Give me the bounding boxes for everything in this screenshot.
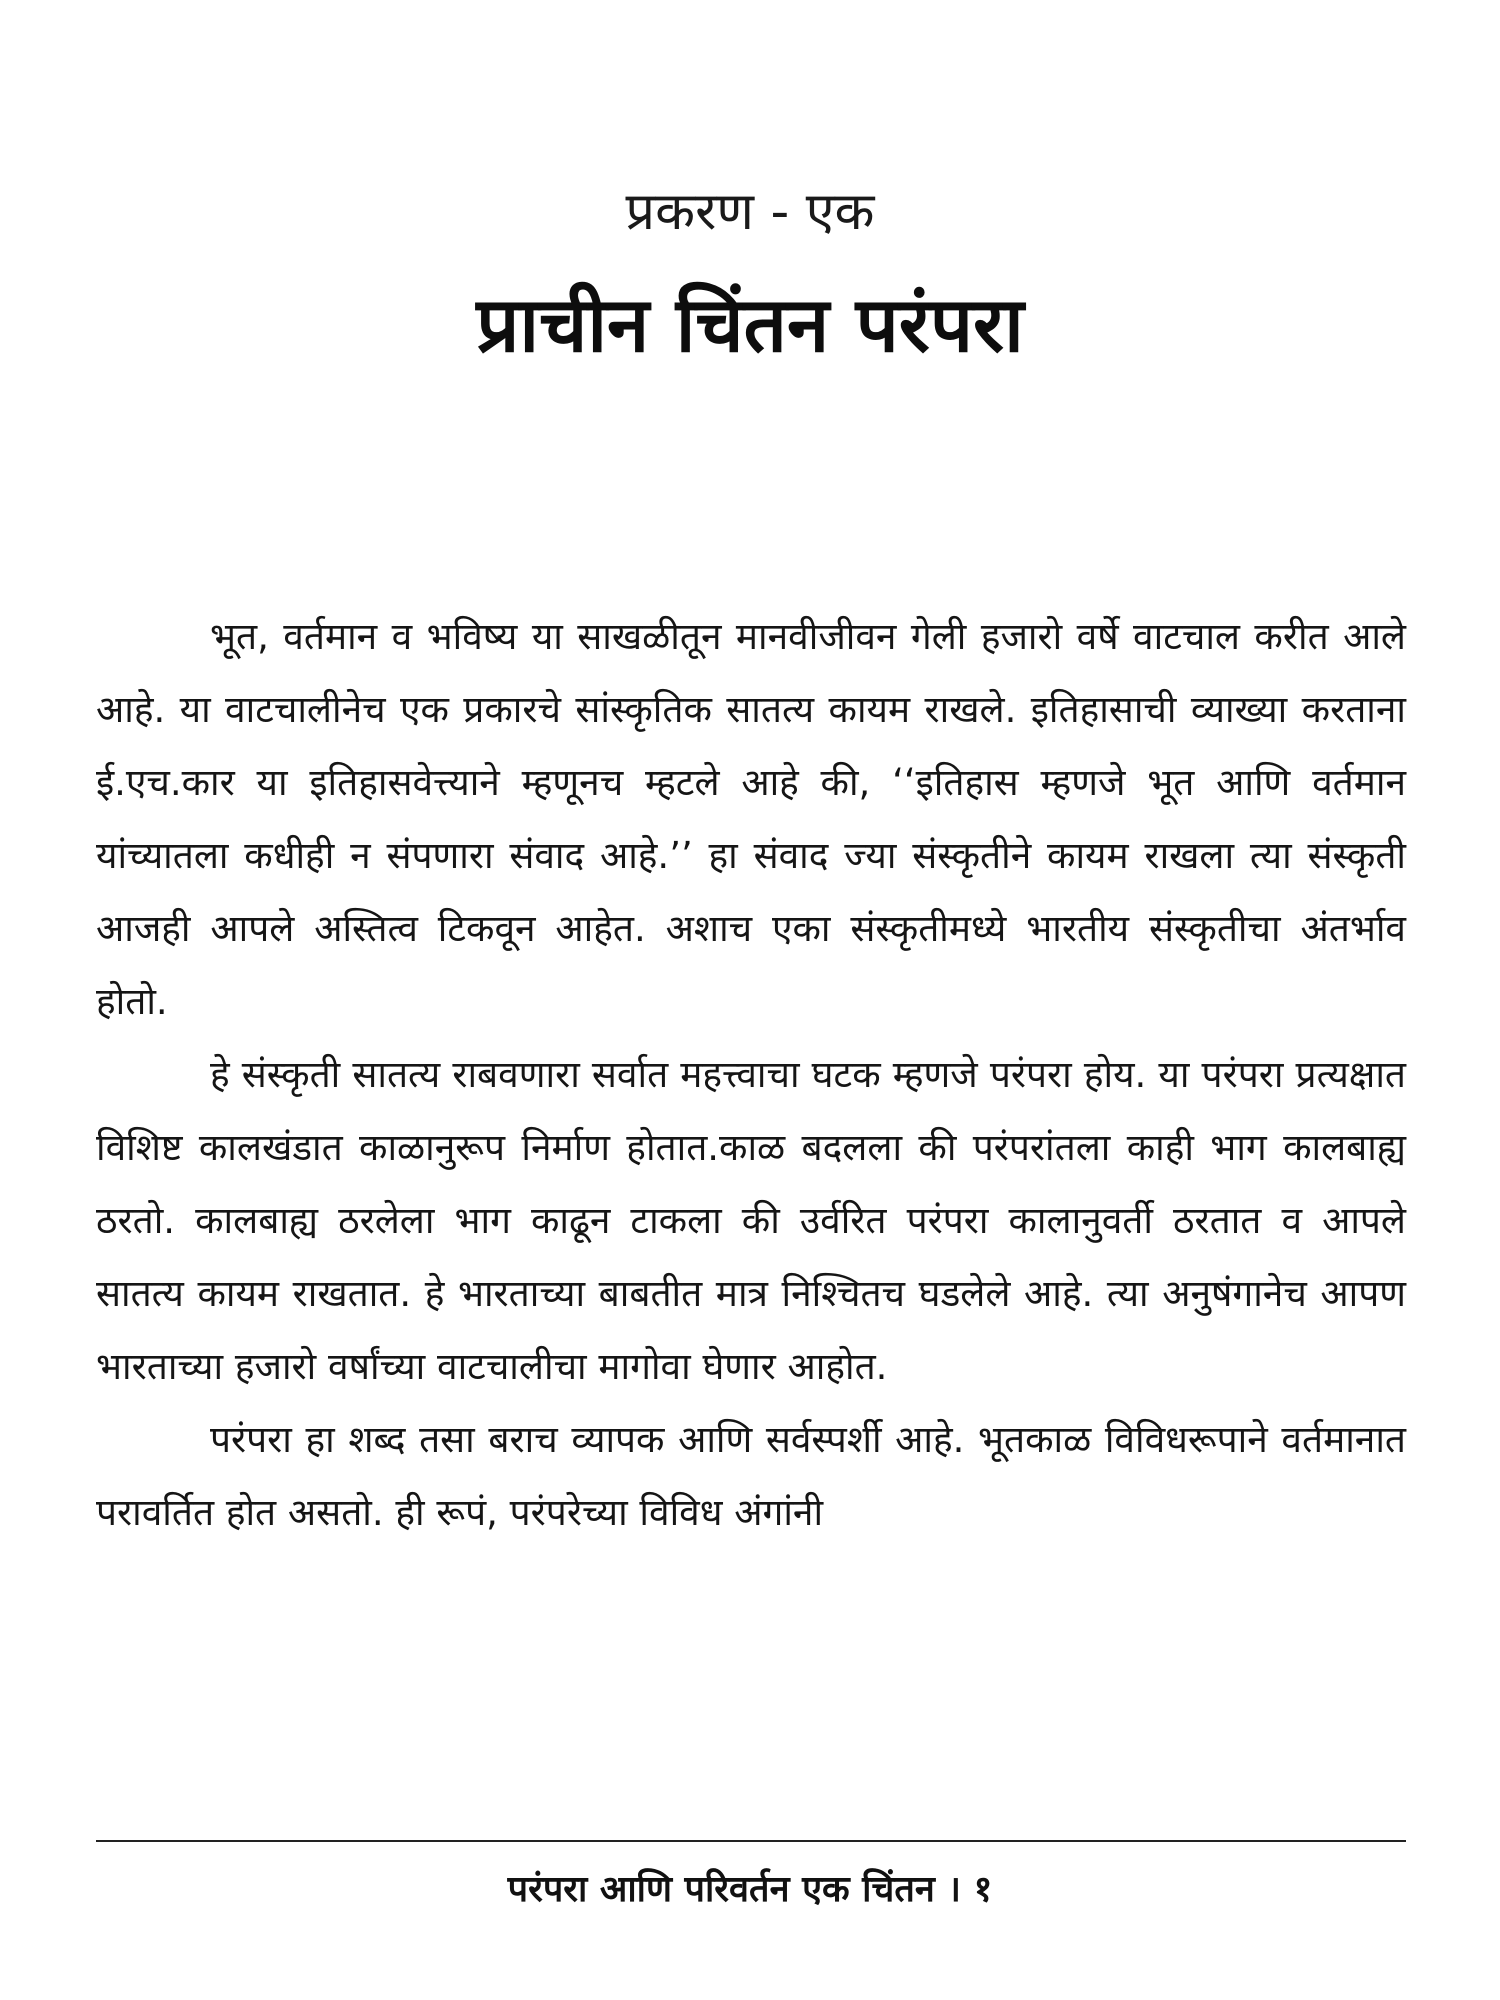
page-footer xyxy=(0,1858,1500,1922)
paragraph-2: हे संस्कृती सातत्य राबवणारा सर्वात महत्त्वाचा घटक म्हणजे परंपरा होय. या परंपरा प्रत्यक्षात विशिष्ट कालखंडात काळानुरूप निर्माण होतात.काळ बदलला की परंपरांतला काही भाग कालबाह्य ठरतो. कालबाह्य ठरलेला भाग काढून टाकला की उर्वरित परंपरा कालानुवर्ती ठरतात व आपले सातत्य कायम राखतात. हे भारताच्या बाबतीत मात्र निश्चितच घडलेले आहे. त्या अनुषंगानेच आपण भारताच्या हजारो वर्षांच्या वाटचालीचा मागोवा घेणार आहोत. xyxy=(96,1053,1406,1388)
page-number: १ xyxy=(973,1869,993,1910)
chapter-label: प्रकरण - एक xyxy=(625,182,875,242)
footer-divider xyxy=(96,1840,1406,1842)
footer-book-title: परंपरा आणि परिवर्तन एक चिंतन xyxy=(507,1869,935,1910)
body-text xyxy=(96,600,1406,1549)
footer-separator: । xyxy=(947,1869,962,1910)
paragraph-3: परंपरा हा शब्द तसा बराच व्यापक आणि सर्वस्पर्शी आहे. भूतकाळ विविधरूपाने वर्तमानात परावर्तित होत असतो. ही रूपं, परंपरेच्या विविध अंगांनी xyxy=(96,1418,1406,1534)
chapter-title: प्राचीन चिंतन परंपरा xyxy=(476,280,1024,369)
paragraph-1: भूत, वर्तमान व भविष्य या साखळीतून मानवीजीवन गेली हजारो वर्षे वाटचाल करीत आले आहे. या वाटचालीनेच एक प्रकारचे सांस्कृतिक सातत्य कायम राखले. इतिहासाची व्याख्या करताना ई.एच.कार या इतिहासवेत्त्याने म्हणूनच म्हटले आहे की, ‘‘इतिहास म्हणजे भूत आणि वर्तमान यांच्यातला कधीही न संपणारा संवाद आहे.’’ हा संवाद ज्या संस्कृतीने कायम राखला त्या संस्कृती आजही आपले अस्तित्व टिकवून आहेत. अशाच एका संस्कृतीमध्ये भारतीय संस्कृतीचा अंतर्भाव होतो. xyxy=(96,615,1406,1023)
